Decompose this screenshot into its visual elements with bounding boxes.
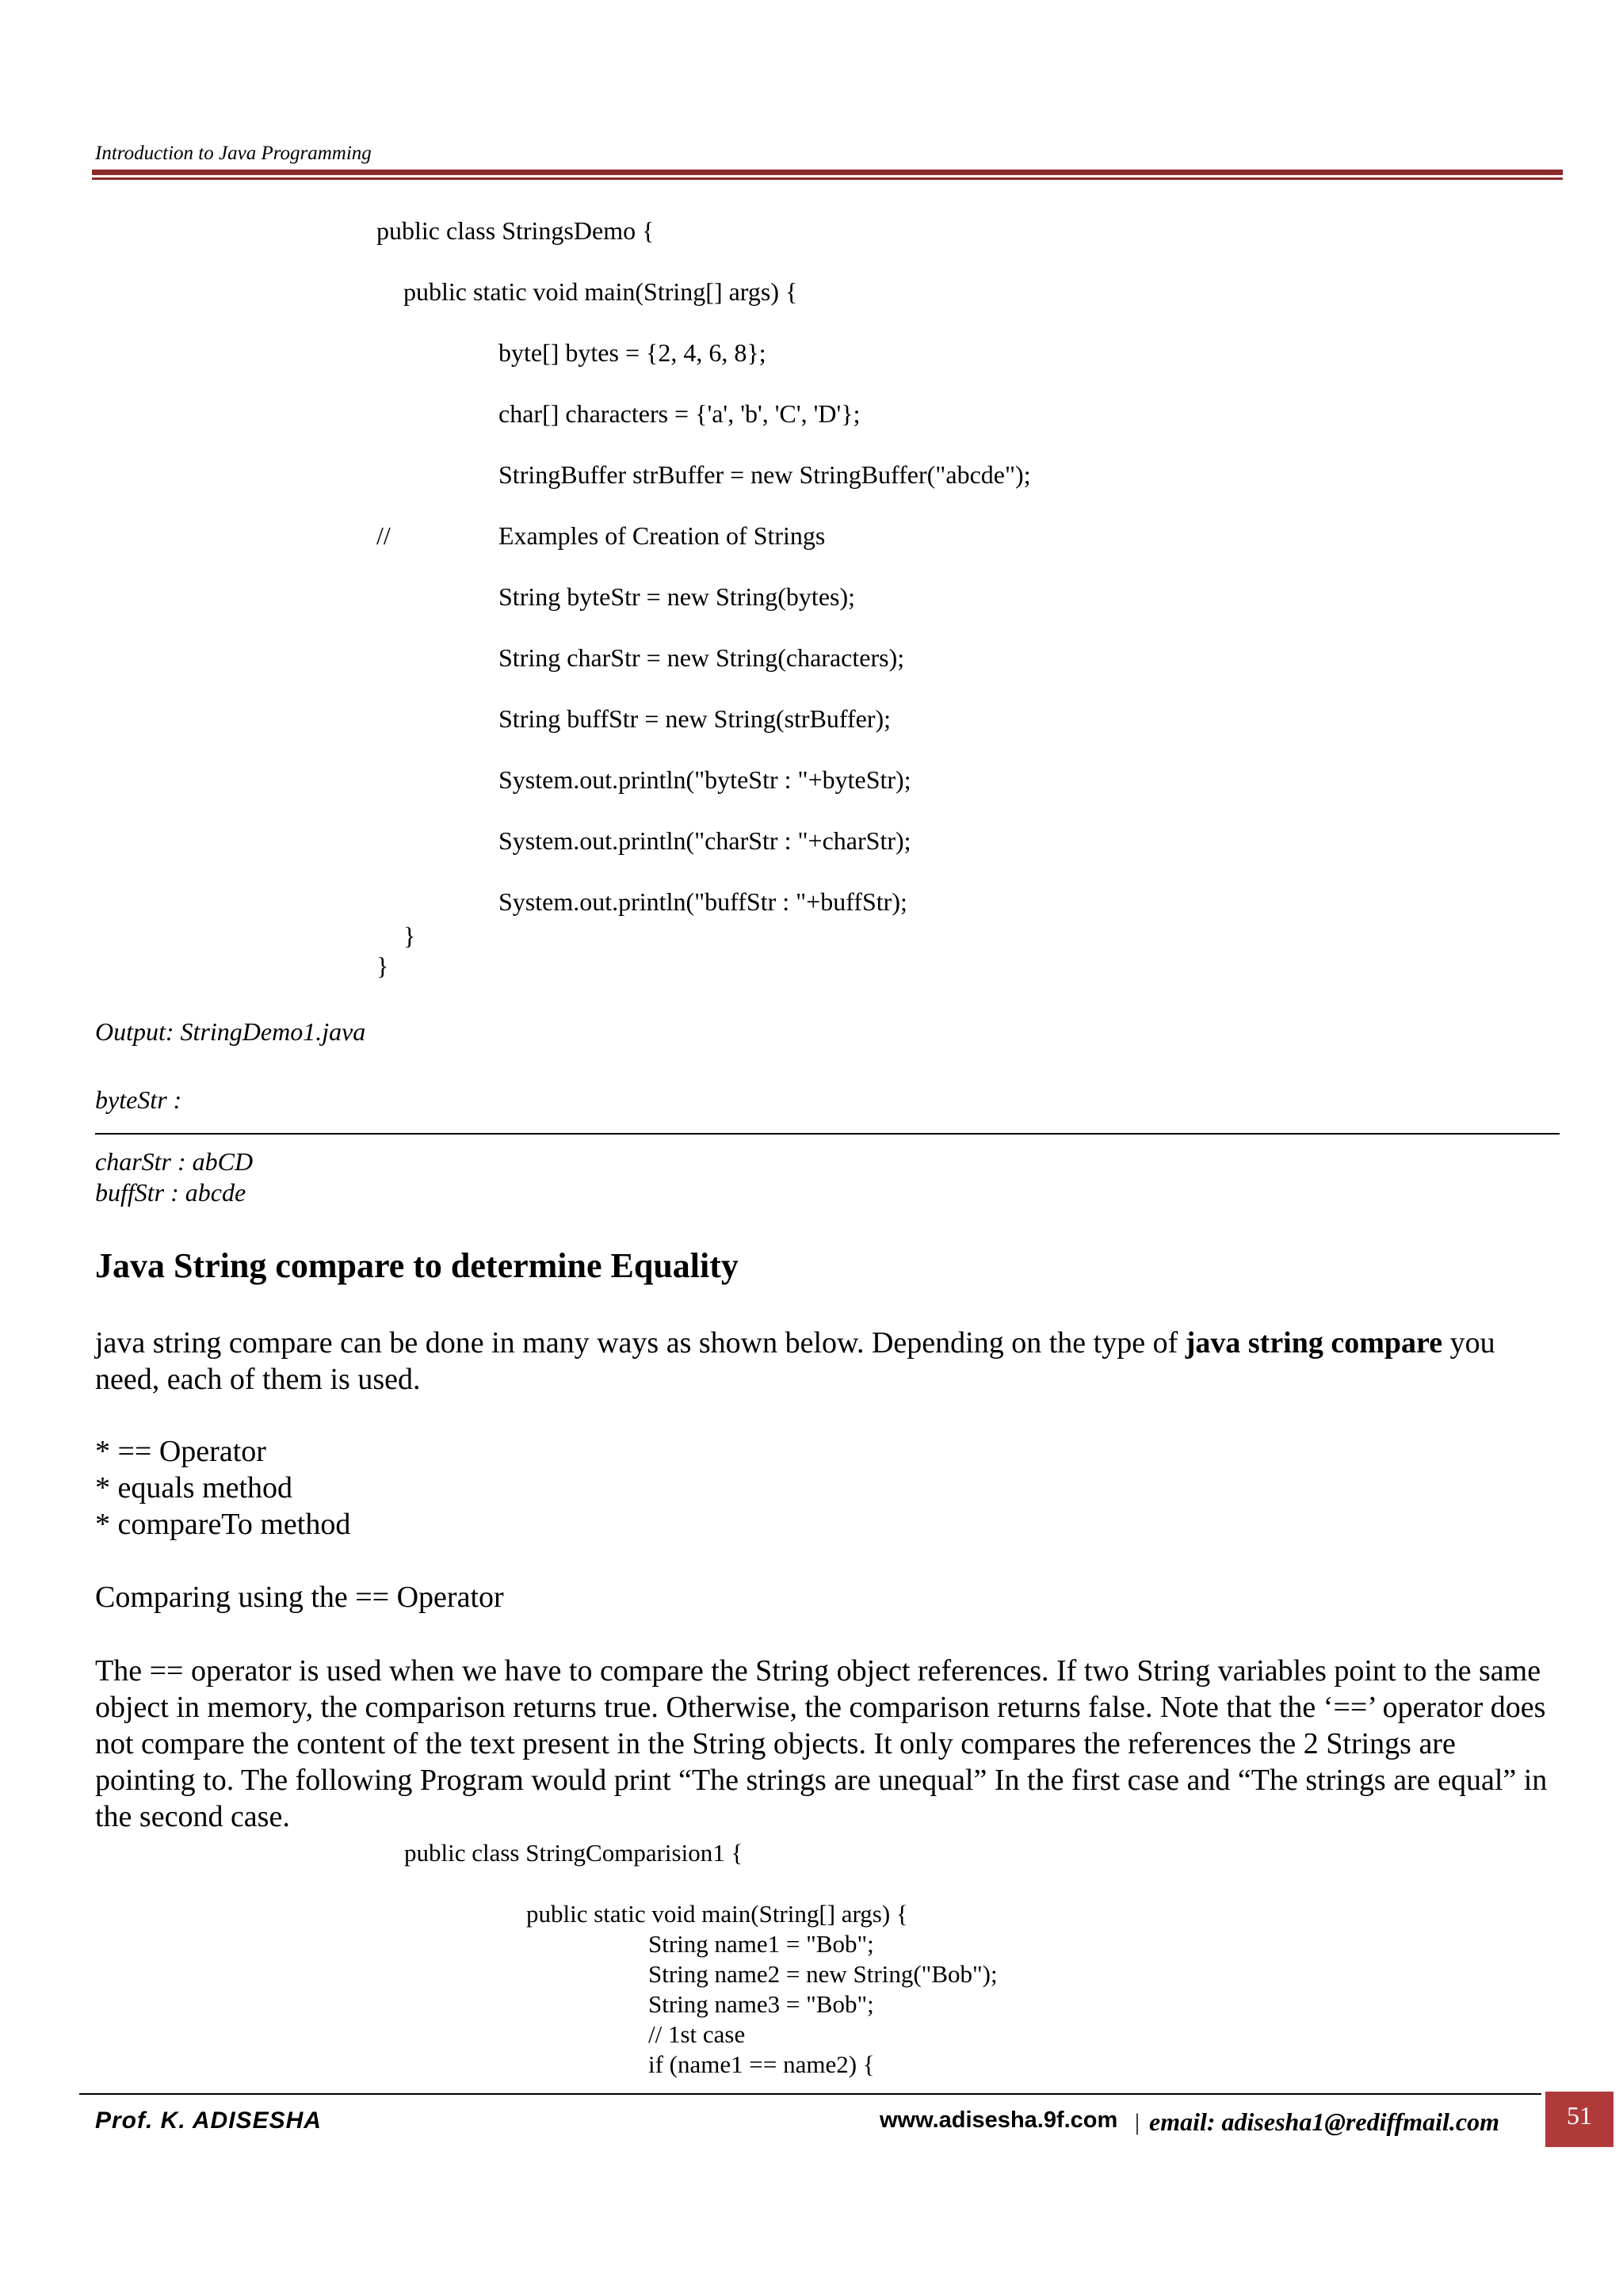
subheading-text: Comparing using the == Operator — [95, 1581, 504, 1614]
footer-author: Prof. K. ADISESHA — [95, 2107, 322, 2134]
code-line: String name3 = "Bob"; — [648, 1990, 874, 2018]
body-paragraph: The == operator is used when we have to compare the String object references. If two String variables point to the same object in memory, the comparison returns true. Otherwise, the comparison returns false. Note that the ‘==’ operator does not compare the content of the text present in the String objects. It only compares the references the 2 Strings are pointing to. The following Program would print “The strings are unequal” In the first case and “The strings are equal” in the second case. — [95, 1654, 1548, 1833]
section-heading: Java String compare to determine Equality — [95, 1246, 739, 1285]
code-line: } — [376, 952, 389, 980]
code-line: System.out.println("byteStr : "+byteStr); — [498, 765, 911, 794]
code-line: public class StringComparision1 { — [404, 1839, 743, 1867]
output-title: Output: StringDemo1.java — [95, 1017, 366, 1046]
list-item: * equals method — [95, 1471, 293, 1505]
footer-separator: | — [1135, 2109, 1140, 2135]
code-line: String name1 = "Bob"; — [648, 1930, 874, 1958]
code-comment-slashes: // — [376, 521, 391, 550]
output-divider — [95, 1133, 1560, 1135]
running-header-title: Introduction to Java Programming — [95, 143, 372, 164]
code-line: System.out.println("charStr : "+charStr); — [498, 826, 911, 855]
code-line: public static void main(String[] args) { — [403, 277, 798, 306]
code-comment: Examples of Creation of Strings — [498, 521, 826, 550]
code-line: System.out.println("buffStr : "+buffStr); — [498, 887, 907, 916]
output-line: byteStr : — [95, 1085, 182, 1114]
code-line: } — [403, 921, 416, 950]
code-line: char[] characters = {'a', 'b', 'C', 'D'}; — [498, 399, 861, 428]
code-line: String name2 = new String("Bob"); — [648, 1960, 998, 1988]
code-line: String buffStr = new String(strBuffer); — [498, 704, 892, 733]
code-line: StringBuffer strBuffer = new StringBuffer("abcde"); — [498, 460, 1031, 489]
footer-email: email: adisesha1@rediffmail.com — [1149, 2107, 1499, 2136]
code-line: String byteStr = new String(bytes); — [498, 582, 856, 611]
intro-bold-text: java string compare — [1185, 1326, 1443, 1360]
code-line: public class StringsDemo { — [376, 216, 655, 245]
intro-text: java string compare can be done in many ways as shown below. Depending on the type of — [95, 1326, 1186, 1360]
code-comment: // 1st case — [648, 2020, 746, 2048]
list-item: * compareTo method — [95, 1508, 351, 1541]
code-line: public static void main(String[] args) { — [526, 1900, 908, 1928]
intro-paragraph — [95, 1325, 1563, 1398]
output-line: buffStr : abcde — [95, 1178, 246, 1207]
output-line: charStr : abCD — [95, 1147, 254, 1176]
code-line: if (name1 == name2) { — [648, 2050, 875, 2078]
list-item: * == Operator — [95, 1435, 266, 1468]
header-rule — [92, 170, 1563, 175]
footer-website: www.adisesha.9f.com — [880, 2107, 1118, 2133]
footer-rule — [79, 2093, 1541, 2095]
header-rule-thin — [92, 177, 1563, 180]
code-line: String charStr = new String(characters); — [498, 643, 905, 672]
page-number: 51 — [1567, 2101, 1592, 2130]
intro-text-end: you need, each of them is used. — [95, 1326, 1495, 1396]
code-line: byte[] bytes = {2, 4, 6, 8}; — [498, 338, 766, 367]
